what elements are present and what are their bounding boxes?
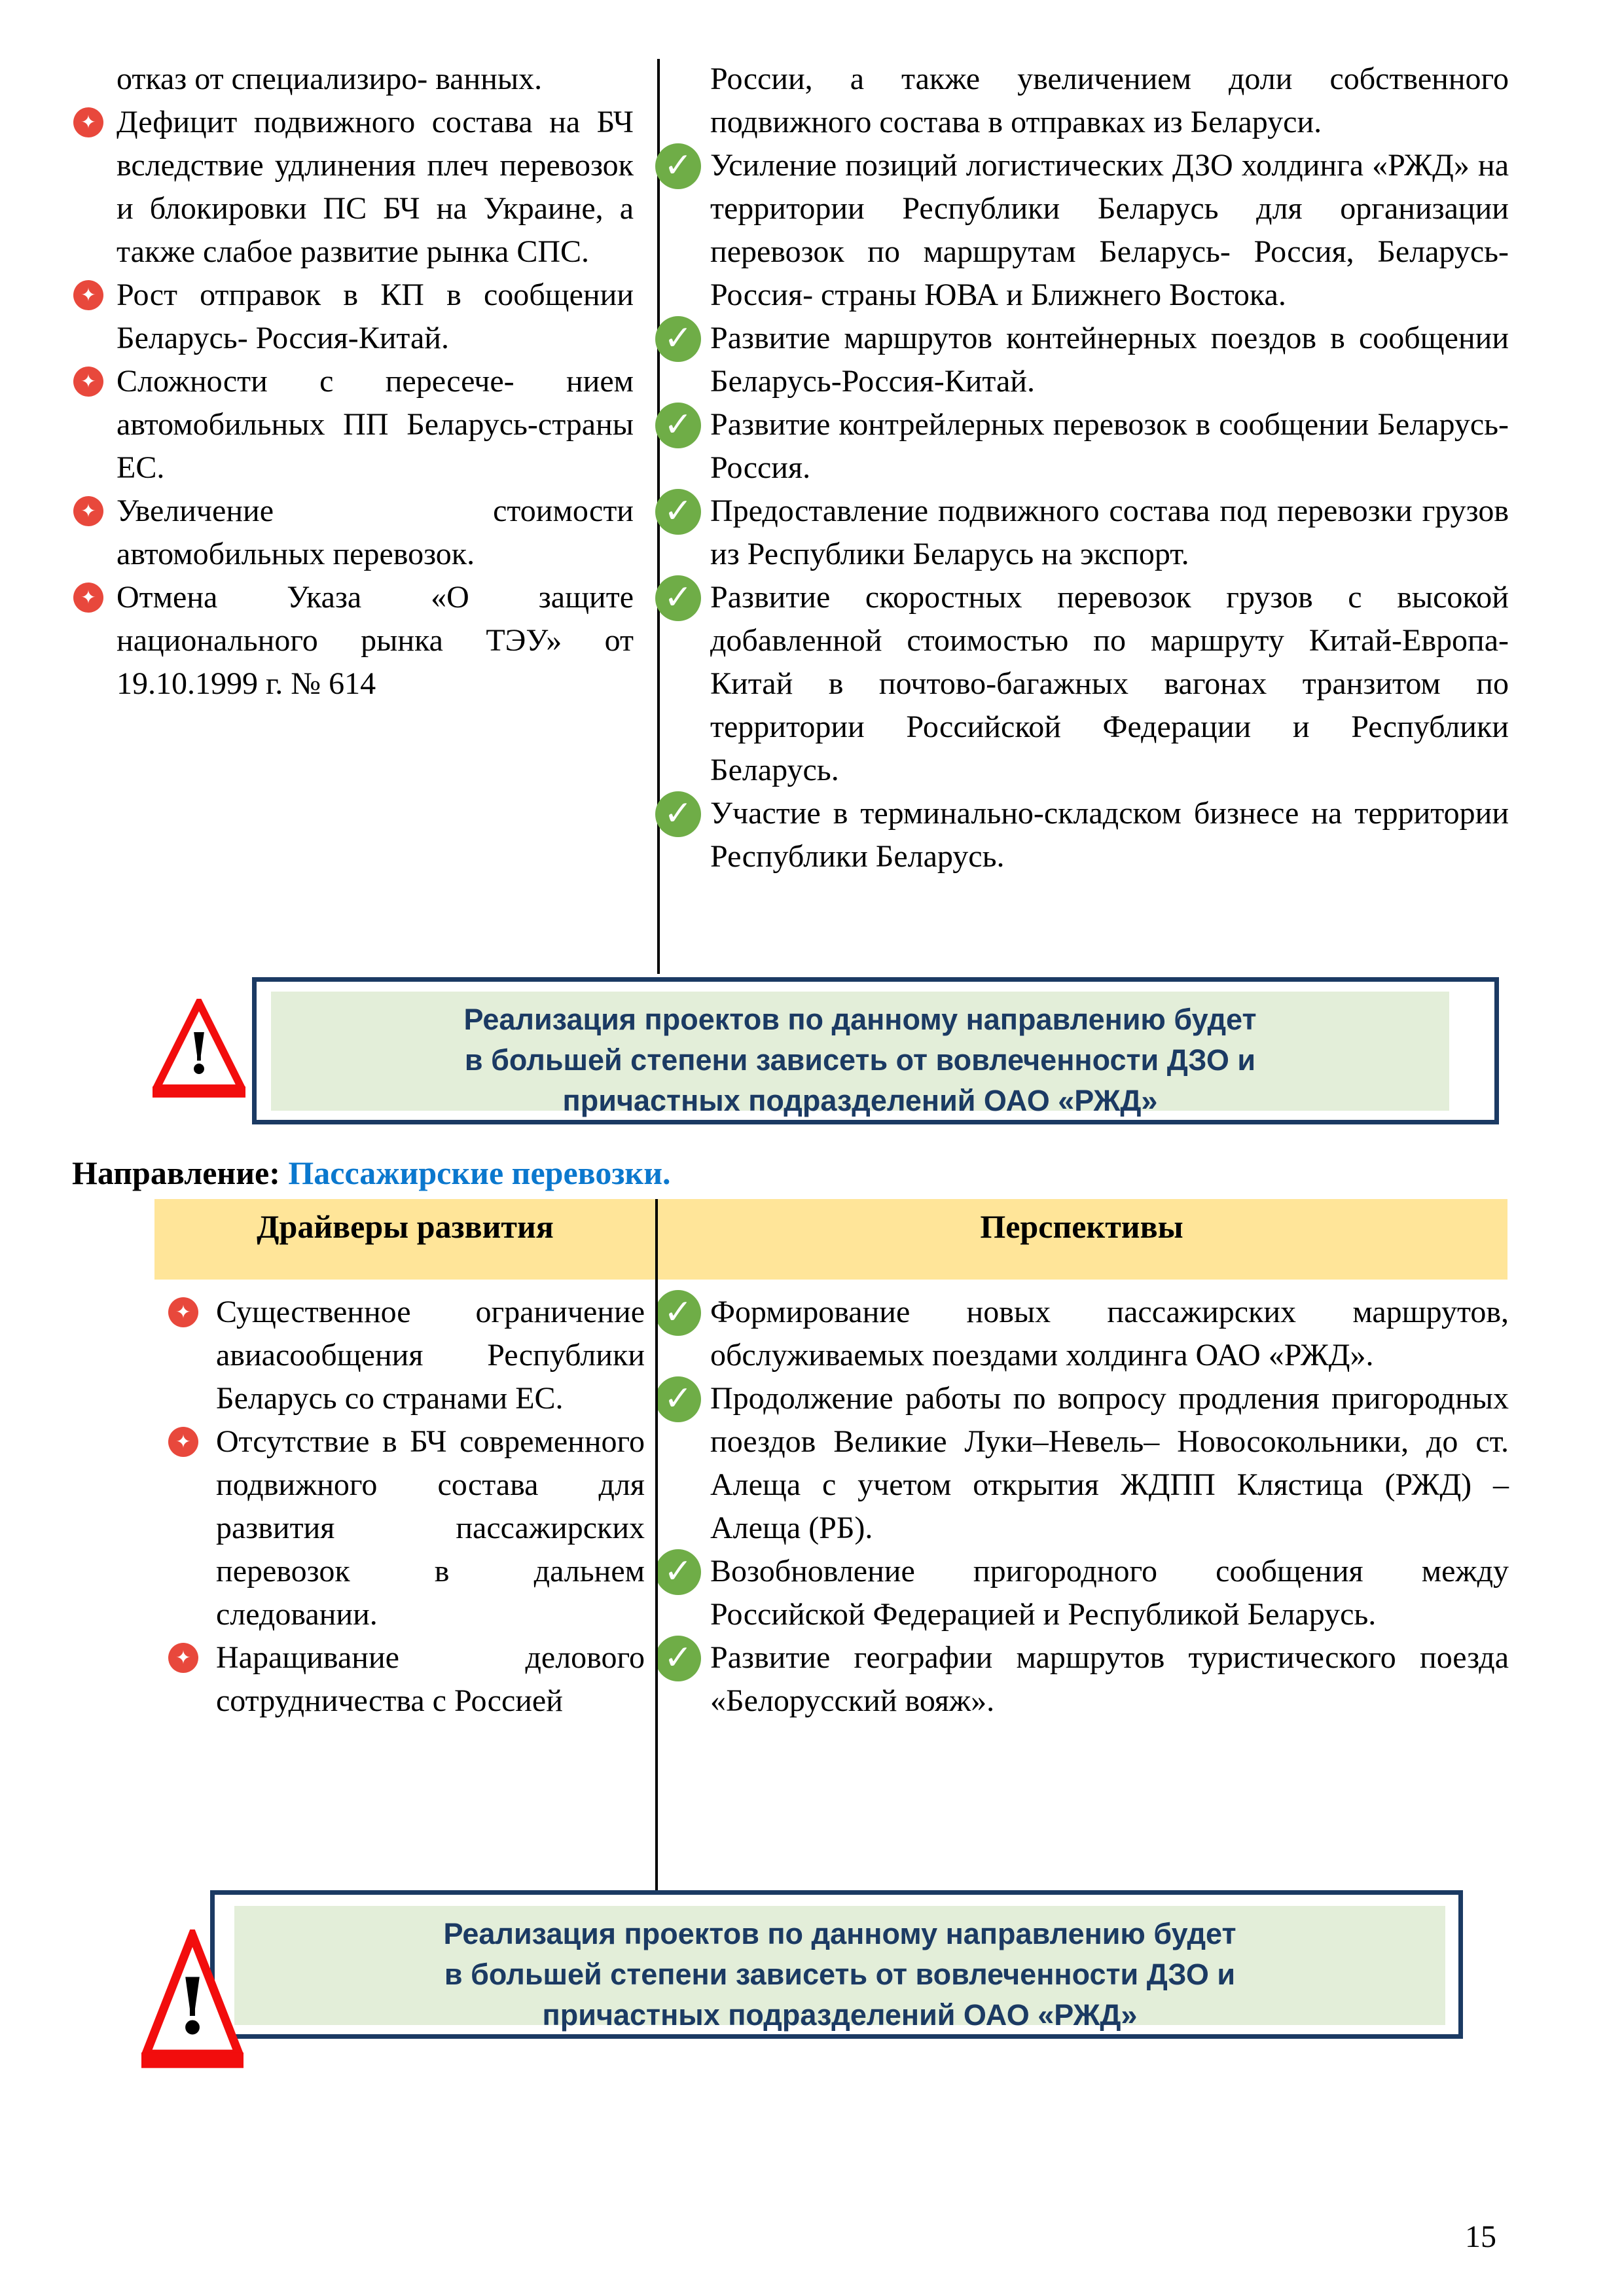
prospect-item-text: Развитие скоростных перевозок грузов с высокой добавленной стоимостью по маршруту Китай-Европа-Китай в почтово-багажных вагонах транзитом по территории Российской Федерации и Республики Беларусь.: [710, 580, 1509, 787]
table-column-divider: [655, 1199, 658, 1890]
prospects-column-continued: [658, 58, 1509, 878]
warning-note-box: [210, 1890, 1463, 2039]
driver-item: [167, 1291, 645, 1420]
prospect-item: [658, 1636, 1509, 1723]
direction-label: Направление:: [72, 1155, 280, 1191]
warning-triangle-icon: [153, 999, 245, 1100]
prospect-item-text: Развитие контрейлерных перевозок в сообщении Беларусь-Россия.: [710, 407, 1509, 485]
driver-item: [72, 101, 634, 274]
continued-paragraph: России, а также увеличением доли собственного подвижного состава в отправках из Беларуси.: [710, 62, 1509, 139]
prospect-item: [658, 403, 1509, 490]
prospect-item: [658, 1291, 1509, 1377]
warning-note-box: [252, 977, 1499, 1124]
driver-bullet-icon: ✦: [73, 280, 103, 310]
driver-item-text: Дефицит подвижного состава на БЧ вследствие удлинения плеч перевозок и блокировки ПС БЧ на Украине, а также слабое развитие рынка СПС.: [117, 105, 634, 269]
driver-bullet-icon: ✦: [73, 367, 103, 397]
driver-item: [72, 576, 634, 706]
check-icon: ✓: [655, 316, 701, 362]
driver-bullet-icon: ✦: [73, 583, 103, 613]
driver-item-text: Рост отправок в КП в сообщении Беларусь- Россия-Китай.: [117, 278, 634, 355]
warning-triangle-icon: [141, 1929, 244, 2071]
drivers-list: [72, 101, 634, 706]
driver-bullet-icon: ✦: [73, 107, 103, 137]
driver-item-text: Отмена Указа «О защите национального рынка ТЭУ» от 19.10.1999 г. № 614: [117, 580, 634, 701]
warning-note-text: Реализация проектов по данному направлению будет в большей степени зависеть от вовлеченности ДЗО и причастных подразделений ОАО «РЖД»: [443, 1917, 1236, 2032]
check-icon: ✓: [655, 791, 701, 837]
prospect-item-text: Предоставление подвижного состава под перевозки грузов из Республики Беларусь на экспорт.: [710, 493, 1509, 571]
driver-bullet-icon: ✦: [168, 1297, 198, 1327]
table-header-row: [154, 1199, 1507, 1280]
prospects-list: [658, 144, 1509, 878]
check-icon: ✓: [655, 1549, 701, 1595]
check-icon: ✓: [655, 143, 701, 189]
prospect-item: [658, 317, 1509, 403]
driver-item: [72, 360, 634, 490]
check-icon: ✓: [655, 1290, 701, 1336]
prospect-item: [658, 1377, 1509, 1550]
prospect-item-text: Продолжение работы по вопросу продления пригородных поездов Великие Луки–Невель– Новосокольники, до ст. Алеща с учетом открытия ЖДПП Клястица (РЖД) – Алеща (РБ).: [710, 1381, 1509, 1545]
driver-item-text: Существенное ограничение авиасообщения Республики Беларусь со странами ЕС.: [216, 1295, 645, 1416]
prospect-item-text: Развитие маршрутов контейнерных поездов в сообщении Беларусь-Россия-Китай.: [710, 321, 1509, 399]
warning-note-text: Реализация проектов по данному направлению будет в большей степени зависеть от вовлеченности ДЗО и причастных подразделений ОАО «РЖД»: [463, 1003, 1257, 1117]
check-icon: ✓: [655, 575, 701, 621]
driver-item-text: Увеличение стоимости автомобильных перевозок.: [117, 493, 634, 571]
exclamation-glyph: !: [175, 1960, 209, 2052]
driver-bullet-icon: ✦: [73, 496, 103, 526]
prospect-item-text: Участие в терминально-складском бизнесе на территории Республики Беларусь.: [710, 796, 1509, 874]
prospect-item-text: Возобновление пригородного сообщения между Российской Федерацией и Республикой Беларусь.: [710, 1554, 1509, 1632]
driver-item-text: Отсутствие в БЧ современного подвижного состава для развития пассажирских перевозок в дальнем следовании.: [216, 1424, 645, 1632]
drivers-column-continued: [72, 58, 634, 706]
prospects-cell: [658, 1291, 1509, 1723]
warning-note-panel: [271, 992, 1449, 1117]
driver-item: [167, 1420, 645, 1636]
table-header-prospects: Перспективы: [980, 1208, 1183, 1245]
driver-item-text: Наращивание делового сотрудничества с Россией: [216, 1640, 645, 1718]
prospect-item: [658, 144, 1509, 317]
table-header-drivers: Драйверы развития: [257, 1208, 554, 1245]
driver-item: [167, 1636, 645, 1723]
direction-heading: [72, 1155, 671, 1191]
prospect-item-text: Развитие географии маршрутов туристического поезда «Белорусский вояж».: [710, 1640, 1509, 1718]
prospect-item: [658, 1550, 1509, 1636]
prospect-item-text: Усиление позиций логистических ДЗО холдинга «РЖД» на территории Республики Беларусь для организации перевозок по маршрутам Беларусь- Россия, Беларусь-Россия- страны ЮВА и Ближнего Востока.: [710, 148, 1509, 312]
prospect-item: [658, 576, 1509, 792]
drivers-cell: [167, 1291, 645, 1723]
check-icon: ✓: [655, 1636, 701, 1681]
driver-item: [72, 490, 634, 576]
prospect-item: [658, 490, 1509, 576]
continued-paragraph: отказ от специализиро- ванных.: [117, 62, 543, 96]
drivers-list: [167, 1291, 645, 1723]
prospect-item: [658, 792, 1509, 878]
check-icon: ✓: [655, 489, 701, 535]
prospect-item-text: Формирование новых пассажирских маршрутов, обслуживаемых поездами холдинга ОАО «РЖД».: [710, 1295, 1509, 1372]
driver-bullet-icon: ✦: [168, 1643, 198, 1673]
driver-bullet-icon: ✦: [168, 1427, 198, 1457]
check-icon: ✓: [655, 1376, 701, 1422]
driver-item: [72, 274, 634, 360]
exclamation-glyph: !: [187, 1020, 211, 1087]
check-icon: ✓: [655, 403, 701, 448]
page-number: 15: [1465, 2219, 1496, 2254]
warning-note-panel: [234, 1906, 1445, 2032]
direction-value: Пассажирские перевозки.: [288, 1155, 671, 1191]
driver-item-text: Сложности с пересече- нием автомобильных ПП Беларусь-страны ЕС.: [117, 364, 634, 485]
prospects-list: [658, 1291, 1509, 1723]
